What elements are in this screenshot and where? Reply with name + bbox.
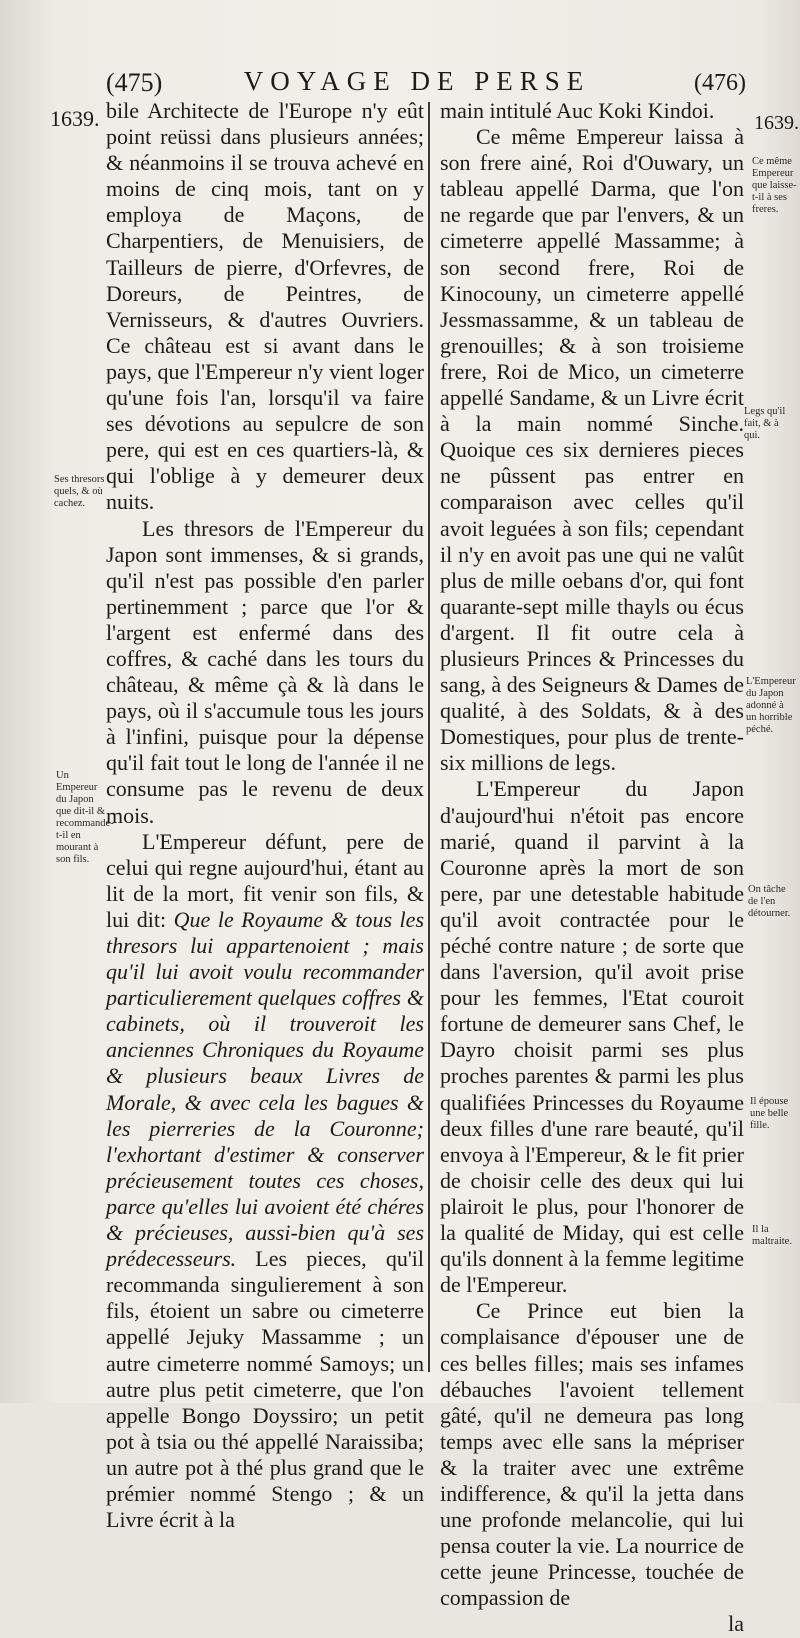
paragraph-freres: Ce même Empereur laissa à son frere ainé, Roi d'Ouwary, un tableau appellé Darma, que l'on ne regarde que par l'envers, & un cimeterre appellé Massamme; à son second frere, Roi de Kinocouny, un cimeterre appellé Jessmassamme, & un tableau de grenouilles; & à son troisieme frere, Roi de Mico, un cimeterre appellé Sandame, & un Livre écrit à la main nommé Sinche. Quoique ces six dernieres pieces ne pûssent pas entrer en comparaison avec celles qu'il avoit leguées à son fils; cependant il n'y en avoit pas une qui ne valût plus de mille oebans d'or, qui font quarante-sept mille thayls ou écus d'argent. Il fit outre cela à plusieurs Princes & Princesses du sang, à des Seigneurs & Dames de qualité, à des Soldats, & à des Domestiques, pour plus de trente-six millions de legs. xyxy=(440,124,744,776)
margin-note-thresors: Ses thresors quels, & où cachez. xyxy=(54,474,105,509)
paragraph-thresors: Les thresors de l'Empereur du Japon sont immenses, & si grands, qu'il n'est pas possible d'en parler pertinemment ; parce que l'or & l'argent est enfermé dans des coffres, & caché dans les tours du château, & même çà & là dans le pays, où il s'accumule tous les jours à l'infini, puisque pour la dépense qu'il fait tout le long de l'année il ne consume pas le revenu de deux mois. xyxy=(106,515,424,828)
year-marker-right: 1639. xyxy=(754,112,799,134)
paragraph-princesse: Ce Prince eut bien la complaisance d'épouser une de ces belles filles; mais ses infames débauches l'avoient tellement gâté, qu'il ne demeura pas long temps avec elle sans la mépriser & la traiter avec une extrême indifference, & qu'il la jetta dans une profonde melancolie, qui lui pensa couter la vie. La nourrice de cette jeune Princesse, touchée de compassion de xyxy=(440,1298,744,1611)
year-marker-left: 1639. xyxy=(50,106,100,131)
margin-note-maltraite: Il la maltraite. xyxy=(752,1224,792,1247)
column-divider xyxy=(428,102,430,1372)
page-number-left: (475) xyxy=(106,68,163,97)
running-title: VOYAGE DE PERSE xyxy=(243,66,591,96)
paragraph-empereur-defunt-intro: L'Empereur défunt, pere de celui qui regne aujourd'hui, étant au lit de la mort, fit venir son fils, & lui dit: xyxy=(106,828,424,932)
margin-note-peche: L'Empereur du Japon adonné à un horrible péché. xyxy=(746,676,796,735)
emperor-speech: Que le Royaume & tous les thresors lui appartenoient ; mais qu'il lui avoit voulu recommander particulierement quelques coffres & cabinets, où il trouveroit les anciennes Chroniques du Royaume & plusieurs beaux Livres de Morale, & avec cela les bagues & les pierreries de la Couronne; l'exhortant d'estimer & conserver précieusement toutes ces choses, parce qu'elles lui avoient été chéres & précieuses, aussi-bien qu'à ses prédecesseurs. xyxy=(106,906,424,1272)
running-header xyxy=(0,66,800,100)
page-number-right: (476) xyxy=(694,70,746,96)
margin-note-legs: Legs qu'il fait, & à qui. xyxy=(744,406,786,441)
paragraph-mariage: L'Empereur du Japon d'aujourd'hui n'étoit pas encore marié, quand il parvint à la Couronne après la mort de son pere, par une detestable habitude qu'il avoit contractée pour le péché contre nature ; de sorte que dans l'aversion, qu'il avoit prise pour les femmes, l'Etat couroit fortune de demeurer sans Chef, le Dayro choisit parmi ses plus proches parentes & parmi les plus qualifiées Princesses du Royaume deux filles d'une rare beauté, qu'il envoya à l'Empereur, & le fit prier de choisir celle des deux qui lui plairoit le plus, pour l'honorer de la qualité de Miday, qui est celle qu'ils donnent à la femme legitime de l'Empereur. xyxy=(440,776,744,1298)
right-column xyxy=(440,98,744,1638)
paragraph-chateau: bile Architecte de l'Europe n'y eût point reüssi dans plusieurs années; & néanmoins il se trouva achevé en moins de cinq mois, tant on y employa de Maçons, de Charpentiers, de Menuisiers, de Tailleurs de pierre, d'Orfevres, de Doreurs, de Peintres, de Vernisseurs, & d'autres Ouvriers. Ce château est si avant dans le pays, que l'Empereur n'y vient loger qu'une fois l'an, lorsqu'il va faire ses dévotions au sepulcre de son pere, qui est en ces quartiers-là, & qui l'oblige à y demeurer deux nuits. xyxy=(106,98,424,515)
margin-note-detourner: On tâche de l'en détourner. xyxy=(748,884,791,919)
margin-note-freres: Ce même Empereur que laisse-t-il à ses freres. xyxy=(752,156,797,215)
margin-note-empereur-mourant: Un Empereur du Japon que dit-il & recommande-t-il en mourant à son fils. xyxy=(56,770,114,865)
paragraph-empereur-defunt xyxy=(106,829,424,1534)
paragraph-pieces: Les pieces, qu'il recommanda singulierement à son fils, étoient un sabre ou cimeterre appellé Jejuky Massamme ; un autre cimeterre nommé Samoys; un autre plus petit cimeterre, que l'on appelle Bongo Doyssiro; un petit pot à tsia ou thé appellé Naraissiba; un autre pot à thé plus grand que le prémier nommé Stengo ; & un Livre écrit à la xyxy=(106,1246,425,1533)
left-column xyxy=(106,98,424,1533)
margin-note-epouse: Il épouse une belle fille. xyxy=(750,1096,789,1131)
catchword: la xyxy=(728,1611,744,1637)
paragraph-livre-continued: main intitulé Auc Koki Kindoi. xyxy=(440,98,715,123)
